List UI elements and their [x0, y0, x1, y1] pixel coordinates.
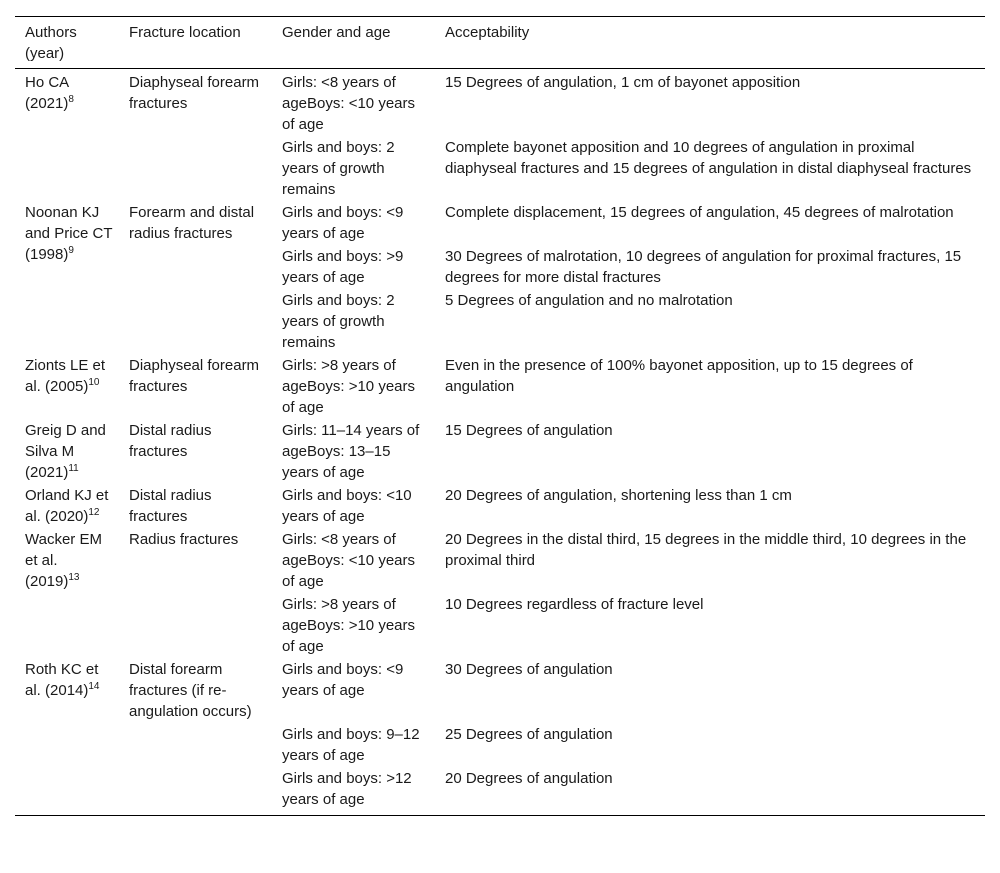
reference-number: 14 — [88, 681, 100, 692]
author-cell: Roth KC et al. $(2014)^{14}$ — [25, 661, 100, 699]
reference-number: 12 — [88, 507, 100, 518]
location-cell: Distal forearm fractures (if re-angulation occurs) — [129, 661, 252, 720]
table-row — [15, 528, 985, 593]
table-row — [15, 484, 985, 528]
author-cell: Noonan KJ and Price CT $(1998)^9$ — [25, 204, 113, 263]
age-cell: Girls: >8 years of ageBoys: >10 years of age — [282, 357, 416, 416]
acceptability-cell: 30 Degrees of malrotation, 10 degrees of angulation for proximal fractures, 15 degrees for more distal fractures — [445, 248, 962, 286]
header-gender-age: Gender and age — [272, 17, 435, 69]
reference-number: 9 — [68, 245, 74, 256]
table-row — [15, 658, 985, 723]
location-cell: Radius fractures — [129, 531, 239, 548]
reference-number: 8 — [68, 94, 74, 105]
age-cell: Girls and boys: 2 years of growth remains — [282, 292, 395, 351]
author-cell: Ho CA $(2021)^8$ — [25, 74, 74, 112]
table-row — [15, 69, 985, 137]
location-cell: Diaphyseal forearm fractures — [129, 357, 260, 395]
reference-number: 10 — [88, 377, 100, 388]
author-cell: Zionts LE et al. $(2005)^{10}$ — [25, 357, 106, 395]
acceptability-cell: Complete displacement, 15 degrees of angulation, 45 degrees of malrotation — [445, 204, 954, 221]
age-cell: Girls and boys: 2 years of growth remains — [282, 139, 395, 198]
acceptability-cell: 5 Degrees of angulation and no malrotation — [445, 292, 733, 309]
location-cell: Forearm and distal radius fractures — [129, 204, 255, 242]
acceptability-cell: 25 Degrees of angulation — [445, 726, 613, 743]
acceptability-cell: 30 Degrees of angulation — [445, 661, 613, 678]
reference-number: 13 — [68, 572, 80, 583]
age-cell: Girls: <8 years of ageBoys: <10 years of age — [282, 531, 416, 590]
age-cell: Girls and boys: >9 years of age — [282, 248, 404, 286]
age-cell: Girls and boys: <9 years of age — [282, 204, 404, 242]
author-cell: Orland KJ et al. $(2020)^{12}$ — [25, 487, 109, 525]
acceptability-cell: 20 Degrees of angulation, shortening less than 1 cm — [445, 487, 792, 504]
age-cell: Girls and boys: <9 years of age — [282, 661, 404, 699]
location-cell: Distal radius fractures — [129, 487, 212, 525]
header-fracture-location: Fracture location — [119, 17, 272, 69]
table-header — [15, 17, 985, 69]
acceptability-cell: 20 Degrees in the distal third, 15 degrees in the middle third, 10 degrees in the proximal third — [445, 531, 967, 569]
acceptability-cell: 15 Degrees of angulation — [445, 422, 613, 439]
age-cell: Girls: 11–14 years of ageBoys: 13–15 years of age — [282, 422, 420, 481]
acceptability-cell: Complete bayonet apposition and 10 degrees of angulation in proximal diaphyseal fractures and 15 degrees of angulation in distal diaphyseal fractures — [445, 139, 972, 177]
table-row — [15, 354, 985, 419]
table-row — [15, 419, 985, 484]
location-cell: Distal radius fractures — [129, 422, 212, 460]
author-cell: Wacker EM et al. $(2019)^{13}$ — [25, 531, 102, 590]
age-cell: Girls: <8 years of ageBoys: <10 years of age — [282, 74, 416, 133]
fracture-acceptability-table — [15, 16, 985, 816]
header-row — [15, 17, 985, 69]
acceptability-cell: Even in the presence of 100% bayonet apposition, up to 15 degrees of angulation — [445, 357, 913, 395]
age-cell: Girls and boys: <10 years of age — [282, 487, 412, 525]
author-cell: Greig D and Silva M $(2021)^{11}$ — [25, 422, 106, 481]
reference-number: 11 — [68, 463, 79, 474]
location-cell: Diaphyseal forearm fractures — [129, 74, 260, 112]
age-cell: Girls and boys: 9–12 years of age — [282, 726, 420, 764]
header-acceptability: Acceptability — [435, 17, 985, 69]
table-row — [15, 201, 985, 245]
acceptability-cell: 15 Degrees of angulation, 1 cm of bayonet apposition — [445, 74, 801, 91]
table-body — [15, 69, 985, 816]
acceptability-cell: 10 Degrees regardless of fracture level — [445, 596, 704, 613]
header-authors: Authors (year) — [15, 17, 119, 69]
age-cell: Girls and boys: >12 years of age — [282, 770, 412, 808]
age-cell: Girls: >8 years of ageBoys: >10 years of age — [282, 596, 416, 655]
acceptability-cell: 20 Degrees of angulation — [445, 770, 613, 787]
